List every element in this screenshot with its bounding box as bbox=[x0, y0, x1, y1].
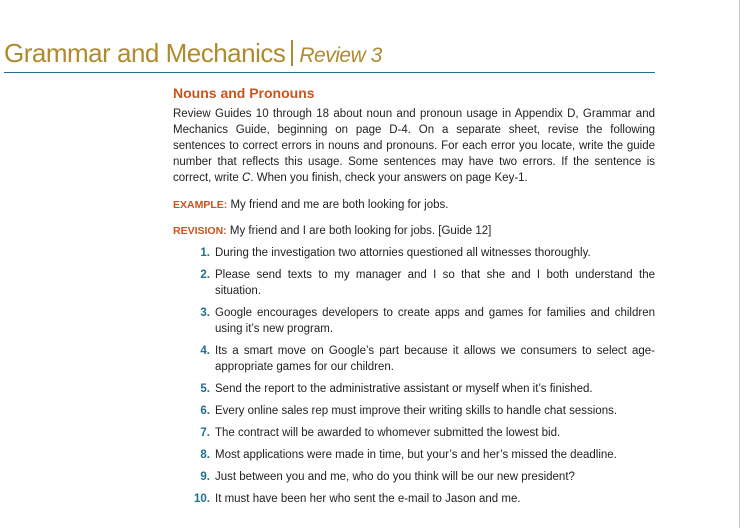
exercise-item bbox=[190, 343, 655, 375]
page-edge-rule bbox=[739, 0, 740, 528]
item-text: Its a smart move on Google’s part because it allows we consumers to select age-appropriate games for our children. bbox=[215, 345, 655, 373]
item-number: 7. bbox=[200, 427, 210, 439]
item-text: The contract will be awarded to whomever submitted the lowest bid. bbox=[215, 427, 561, 439]
item-number: 6. bbox=[200, 405, 210, 417]
example-line bbox=[173, 197, 448, 213]
example-text: My friend and me are both looking for jobs. bbox=[230, 199, 449, 211]
page-header bbox=[4, 36, 655, 73]
item-text: Just between you and me, who do you think will be our new president? bbox=[215, 471, 575, 483]
revision-text: My friend and I are both looking for jobs. [Guide 12] bbox=[229, 225, 492, 237]
item-number: 4. bbox=[200, 345, 210, 357]
item-text: It must have been her who sent the e-mail to Jason and me. bbox=[215, 493, 521, 505]
exercise-list bbox=[190, 245, 655, 513]
instructions-paragraph bbox=[173, 106, 655, 186]
chapter-title bbox=[4, 36, 382, 73]
item-number: 10. bbox=[194, 493, 210, 505]
exercise-item bbox=[190, 245, 655, 261]
chapter-title-text: Grammar and Mechanics bbox=[4, 38, 286, 68]
instructions-text-a: Review Guides 10 through 18 about noun and pronoun usage in Appendix D, Grammar and Mechanics Guide, beginning on page D-4. On a separate sheet, revise the following sentences to correct errors in nouns and pronouns. For each error you locate, write the guide number that reflects this usage. Some sentences may have two errors. If the sentence is correct, write bbox=[173, 108, 655, 184]
item-number: 1. bbox=[200, 247, 210, 259]
title-divider bbox=[291, 40, 293, 66]
item-text: Please send texts to my manager and I so that she and I both understand the situation. bbox=[215, 269, 655, 297]
item-number: 3. bbox=[200, 307, 210, 319]
exercise-item bbox=[190, 491, 655, 507]
exercise-item bbox=[190, 425, 655, 441]
item-number: 5. bbox=[200, 383, 210, 395]
item-number: 8. bbox=[200, 449, 210, 461]
revision-label: REVISION: bbox=[173, 225, 227, 237]
exercise-item bbox=[190, 305, 655, 337]
item-text: Send the report to the administrative assistant or myself when it’s finished. bbox=[215, 383, 593, 395]
item-text: Google encourages developers to create apps and games for families and children using it’s new program. bbox=[215, 307, 655, 335]
example-label: EXAMPLE: bbox=[173, 199, 228, 211]
instructions-text-b: . When you finish, check your answers on page Key-1. bbox=[250, 172, 528, 184]
exercise-item bbox=[190, 403, 655, 419]
exercise-item bbox=[190, 267, 655, 299]
revision-line bbox=[173, 223, 491, 239]
exercise-item bbox=[190, 447, 655, 463]
exercise-item bbox=[190, 469, 655, 485]
instructions-correct-letter: C bbox=[242, 172, 251, 184]
section-title: Nouns and Pronouns bbox=[173, 85, 315, 101]
item-text: During the investigation two attornies questioned all witnesses thoroughly. bbox=[215, 247, 591, 259]
review-subtitle: Review 3 bbox=[299, 44, 382, 67]
item-number: 2. bbox=[200, 269, 210, 281]
exercise-item bbox=[190, 381, 655, 397]
item-number: 9. bbox=[200, 471, 210, 483]
item-text: Every online sales rep must improve their writing skills to handle chat sessions. bbox=[215, 405, 618, 417]
item-text: Most applications were made in time, but your’s and her’s missed the deadline. bbox=[215, 449, 617, 461]
